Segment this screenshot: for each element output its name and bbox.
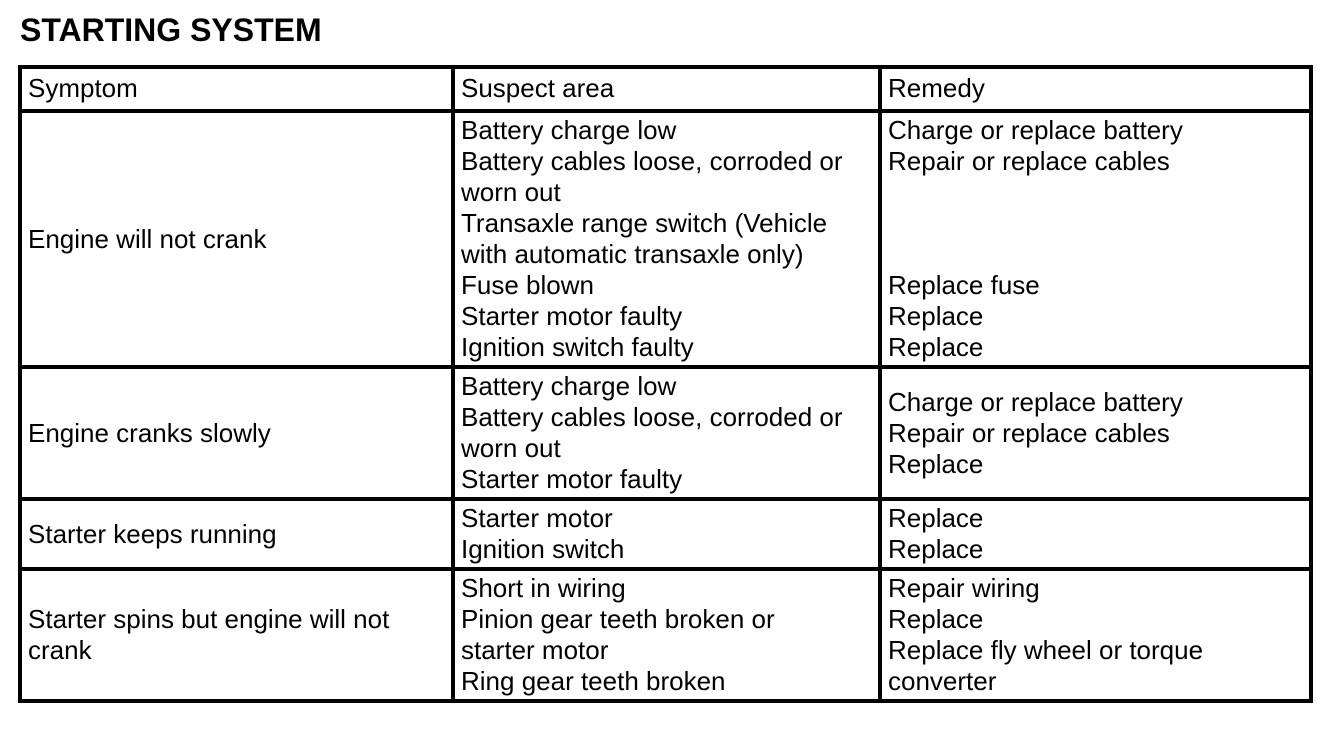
- symptom-cell: Starter keeps running: [20, 499, 453, 569]
- table-row: [20, 367, 1311, 499]
- suspect-line: Starter motor faulty: [461, 301, 683, 331]
- table-row: [20, 111, 1311, 367]
- suspect-line: Battery cables loose, corroded or: [461, 146, 843, 176]
- remedy-cell: [880, 111, 1311, 367]
- suspect-line: Starter motor faulty: [461, 464, 683, 494]
- remedy-cell: [880, 569, 1311, 701]
- remedy-spacer: [888, 177, 1303, 208]
- suspect-line: Starter motor: [461, 503, 613, 533]
- symptom-line: Starter spins but engine will not: [28, 604, 390, 634]
- remedy-line: Repair or replace cables: [888, 417, 1170, 448]
- symptom-cell: [20, 569, 453, 701]
- suspect-line: Ring gear teeth broken: [461, 666, 726, 696]
- suspect-line: Ignition switch: [461, 534, 625, 564]
- suspect-cell: [453, 111, 880, 367]
- remedy-line: converter: [888, 666, 997, 696]
- suspect-cell: [453, 367, 880, 499]
- header-remedy: Remedy: [880, 67, 1311, 111]
- remedy-line: Charge or replace battery: [888, 386, 1183, 417]
- remedy-line: Replace: [888, 604, 984, 634]
- suspect-line: Transaxle range switch (Vehicle: [461, 208, 828, 238]
- remedy-line: Replace: [888, 301, 984, 331]
- remedy-line: Replace fuse: [888, 270, 1040, 300]
- remedy-line: Replace: [888, 503, 984, 533]
- suspect-line: worn out: [461, 433, 561, 463]
- suspect-cell: [453, 499, 880, 569]
- suspect-cell: [453, 569, 880, 701]
- header-suspect-area: Suspect area: [453, 67, 880, 111]
- suspect-line: Fuse blown: [461, 270, 594, 300]
- header-symptom: Symptom: [20, 67, 453, 111]
- symptom-cell: Engine cranks slowly: [20, 367, 453, 499]
- remedy-cell: [880, 367, 1311, 499]
- suspect-line: Short in wiring: [461, 573, 626, 603]
- remedy-line: Replace: [888, 332, 984, 362]
- remedy-line: Repair or replace cables: [888, 146, 1170, 176]
- remedy-spacer: [888, 239, 1303, 270]
- remedy-cell: [880, 499, 1311, 569]
- symptom-cell: Engine will not crank: [20, 111, 453, 367]
- suspect-line: Battery charge low: [461, 371, 677, 401]
- suspect-line: Battery cables loose, corroded or: [461, 402, 843, 432]
- suspect-line: starter motor: [461, 635, 609, 665]
- remedy-line: Replace fly wheel or torque: [888, 635, 1204, 665]
- remedy-line: Repair wiring: [888, 573, 1040, 603]
- suspect-line: Pinion gear teeth broken or: [461, 604, 775, 634]
- table-row: [20, 569, 1311, 701]
- remedy-line: Replace: [888, 534, 984, 564]
- table-row: [20, 499, 1311, 569]
- suspect-line: Ignition switch faulty: [461, 332, 694, 362]
- remedy-line: Replace: [888, 448, 984, 479]
- suspect-line: worn out: [461, 177, 561, 207]
- symptom-line: crank: [28, 635, 92, 665]
- remedy-line: Charge or replace battery: [888, 115, 1183, 145]
- suspect-line: with automatic transaxle only): [461, 239, 804, 269]
- table-header-row: [20, 67, 1311, 111]
- suspect-line: Battery charge low: [461, 115, 677, 145]
- remedy-spacer: [888, 208, 1303, 239]
- troubleshooting-table: [18, 65, 1313, 703]
- page-title: STARTING SYSTEM: [20, 12, 322, 48]
